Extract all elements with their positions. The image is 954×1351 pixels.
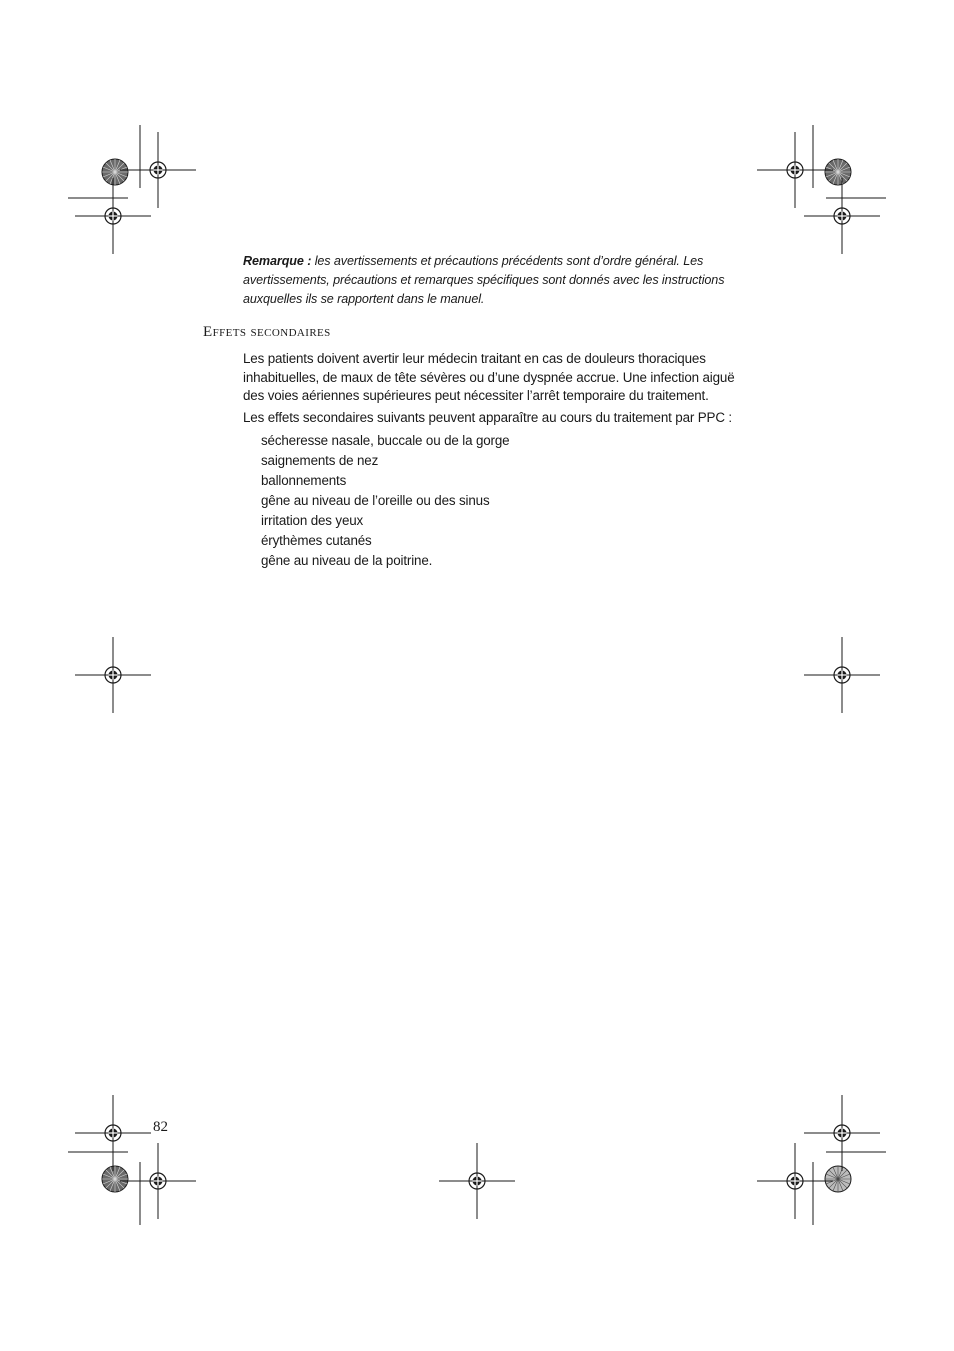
list-item: irritation des yeux [261,513,364,528]
list-item: ballonnements [261,473,347,488]
note-label: Remarque : [243,254,312,268]
list-item: sécheresse nasale, buccale ou de la gorge [261,433,510,448]
list-item: gêne au niveau de l’oreille ou des sinus [261,493,490,508]
note [243,252,753,309]
page-number: 82 [153,1119,168,1135]
section-heading: Effets secondaires [203,324,331,340]
list-item: saignements de nez [261,453,379,468]
side-effects-list [261,431,509,571]
list-item: gêne au niveau de la poitrine. [261,553,433,568]
list-item: érythèmes cutanés [261,533,372,548]
paragraph-warning: Les patients doivent avertir leur médecin traitant en cas de douleurs thoraciques inhabituelles, de maux de tête sévères ou d’une dyspnée accrue. Une infection aiguë des voies aériennes supérieures peut nécessiter l’arrêt temporaire du traitement. [243,351,735,403]
paragraph-intro-list: Les effets secondaires suivants peuvent apparaître au cours du traitement par PPC : [243,410,732,425]
note-text: les avertissements et précautions précédents sont d’ordre général. Les avertissements, précautions et remarques spécifiques sont donnés avec les instructions auxquelles ils se rapportent dans le manuel. [243,254,725,306]
